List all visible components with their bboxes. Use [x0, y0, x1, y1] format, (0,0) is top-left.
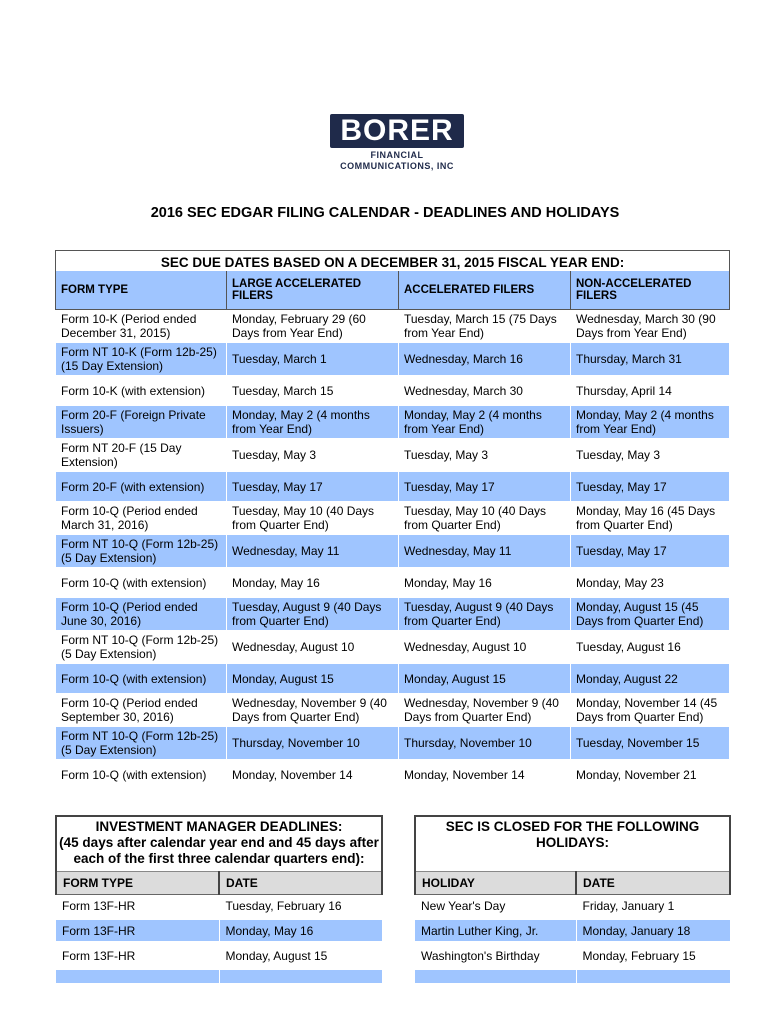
- header-accelerated: ACCELERATED FILERS: [399, 271, 571, 310]
- table-banner-row: [56, 251, 730, 272]
- table-row: [56, 694, 730, 727]
- table-header-row: [56, 271, 730, 310]
- investment-title-line1: INVESTMENT MANAGER DEADLINES:: [95, 819, 343, 834]
- table-cell: Form NT 10-K (Form 12b-25) (15 Day Extension): [56, 343, 227, 376]
- table-cell: Tuesday, August 16: [571, 631, 730, 664]
- table-cell: Thursday, March 31: [571, 343, 730, 376]
- table-row: [56, 598, 730, 631]
- table-cell: Monday, May 16: [399, 568, 571, 598]
- table-cell: Tuesday, May 17: [571, 535, 730, 568]
- table-row: [56, 664, 730, 694]
- sec-due-dates-table: [55, 250, 730, 790]
- table-row: [56, 568, 730, 598]
- table-cell: Monday, May 16: [219, 918, 382, 943]
- table-cell-empty: [56, 968, 219, 985]
- table-row: [56, 918, 382, 943]
- table-row: [415, 895, 730, 919]
- table-cell: Tuesday, May 17: [399, 472, 571, 502]
- table-cell: Form 10-Q (with extension): [56, 664, 227, 694]
- table-row: [56, 943, 382, 968]
- logo-subtitle-1: FINANCIAL: [370, 150, 424, 160]
- table-cell: Monday, May 2 (4 months from Year End): [399, 406, 571, 439]
- table-cell: Form 10-Q (Period ended June 30, 2016): [56, 598, 227, 631]
- investment-header-form-type: FORM TYPE: [56, 872, 219, 895]
- table-cell: Wednesday, August 10: [399, 631, 571, 664]
- table-cell: Form NT 10-Q (Form 12b-25) (5 Day Extension): [56, 535, 227, 568]
- table-cell: Form 20-F (with extension): [56, 472, 227, 502]
- table-row: [56, 631, 730, 664]
- table-row: [415, 918, 730, 943]
- table-cell: Tuesday, May 17: [571, 472, 730, 502]
- table-cell: Form 10-Q (with extension): [56, 568, 227, 598]
- table-cell: Wednesday, November 9 (40 Days from Quarter End): [227, 694, 399, 727]
- holidays-title-line1: SEC IS CLOSED FOR THE FOLLOWING: [445, 819, 700, 834]
- table-cell: Thursday, April 14: [571, 376, 730, 406]
- table-cell: Martin Luther King, Jr.: [415, 918, 576, 943]
- table-row: [56, 472, 730, 502]
- logo-word: BORER: [340, 114, 454, 147]
- table-cell: Tuesday, May 3: [571, 439, 730, 472]
- table-cell: Wednesday, March 30 (90 Days from Year End): [571, 310, 730, 343]
- table-cell: Wednesday, August 10: [227, 631, 399, 664]
- table-cell: Tuesday, November 15: [571, 727, 730, 760]
- table-cell-empty: [219, 968, 382, 985]
- table-row: [56, 895, 382, 919]
- holidays-title: [415, 816, 730, 872]
- table-row: [56, 343, 730, 376]
- header-large-accelerated: LARGE ACCELERATED FILERS: [227, 271, 399, 310]
- table-cell: Form 13F-HR: [56, 918, 219, 943]
- table-cell: Monday, November 14: [399, 760, 571, 790]
- table-cell: Thursday, November 10: [399, 727, 571, 760]
- investment-title-row: [56, 816, 382, 872]
- table-cell: Form 10-Q (Period ended September 30, 2016): [56, 694, 227, 727]
- table-cell: Tuesday, March 1: [227, 343, 399, 376]
- table-row: [56, 439, 730, 472]
- table-cell: Monday, November 14 (45 Days from Quarter End): [571, 694, 730, 727]
- table-cell: Tuesday, August 9 (40 Days from Quarter End): [399, 598, 571, 631]
- table-cell: Form NT 10-Q (Form 12b-25) (5 Day Extension): [56, 727, 227, 760]
- investment-header-date: DATE: [219, 872, 382, 895]
- table-cell: Monday, November 14: [227, 760, 399, 790]
- table-row: [56, 535, 730, 568]
- investment-title-line3: each of the first three calendar quarters end):: [73, 851, 365, 866]
- holidays-header-row: [415, 872, 730, 895]
- borer-logo: [330, 114, 464, 172]
- table-cell: Form 10-K (Period ended December 31, 2015): [56, 310, 227, 343]
- table-cell: Monday, May 2 (4 months from Year End): [571, 406, 730, 439]
- table-cell: Tuesday, May 3: [227, 439, 399, 472]
- table-cell: Monday, February 15: [576, 943, 730, 968]
- table-cell: Tuesday, August 9 (40 Days from Quarter End): [227, 598, 399, 631]
- table-cell: Monday, February 29 (60 Days from Year End): [227, 310, 399, 343]
- table-cell: Tuesday, February 16: [219, 895, 382, 919]
- table-cell: Wednesday, May 11: [227, 535, 399, 568]
- table-cell: Wednesday, November 9 (40 Days from Quarter End): [399, 694, 571, 727]
- holidays-header-holiday: HOLIDAY: [415, 872, 576, 895]
- table-cell: Washington's Birthday: [415, 943, 576, 968]
- table-cell: Monday, August 15: [227, 664, 399, 694]
- table-cell: Form 20-F (Foreign Private Issuers): [56, 406, 227, 439]
- logo-subtitle-2: COMMUNICATIONS, INC: [340, 161, 454, 171]
- investment-header-row: [56, 872, 382, 895]
- sec-holidays-table: [414, 815, 731, 987]
- table-cell: Friday, January 1: [576, 895, 730, 919]
- table-cell: Form NT 10-Q (Form 12b-25) (5 Day Extension): [56, 631, 227, 664]
- table-row: [56, 727, 730, 760]
- table-cell: Form 13F-HR: [56, 895, 219, 919]
- table-row: [56, 310, 730, 343]
- table-cell: Wednesday, March 16: [399, 343, 571, 376]
- table-cell: Monday, August 22: [571, 664, 730, 694]
- table-row-empty: [56, 968, 382, 985]
- holidays-title-line2: HOLIDAYS:: [536, 835, 610, 850]
- table-cell: Monday, May 23: [571, 568, 730, 598]
- table-row-empty: [415, 968, 730, 985]
- table-cell: Monday, May 2 (4 months from Year End): [227, 406, 399, 439]
- holidays-header-date: DATE: [576, 872, 730, 895]
- table-cell: New Year's Day: [415, 895, 576, 919]
- table-cell: Form 10-Q (Period ended March 31, 2016): [56, 502, 227, 535]
- table-row: [415, 943, 730, 968]
- investment-title: [56, 816, 382, 872]
- table-cell: Monday, May 16: [227, 568, 399, 598]
- holidays-title-row: [415, 816, 730, 872]
- header-non-accelerated: NON-ACCELERATED FILERS: [571, 271, 730, 310]
- table-row: [56, 502, 730, 535]
- table-cell: Thursday, November 10: [227, 727, 399, 760]
- table-cell: Monday, November 21: [571, 760, 730, 790]
- investment-title-line2: (45 days after calendar year end and 45 days after: [59, 835, 379, 850]
- header-form-type: FORM TYPE: [56, 271, 227, 310]
- table-cell: Monday, August 15 (45 Days from Quarter End): [571, 598, 730, 631]
- investment-manager-table: [55, 815, 383, 987]
- table-row: [56, 760, 730, 790]
- table-cell-empty: [576, 968, 730, 985]
- table-cell: Tuesday, March 15: [227, 376, 399, 406]
- table-cell: Monday, May 16 (45 Days from Quarter End): [571, 502, 730, 535]
- table-cell: Form 10-Q (with extension): [56, 760, 227, 790]
- table-row: [56, 376, 730, 406]
- table-cell: Form 13F-HR: [56, 943, 219, 968]
- table-cell: Form 10-K (with extension): [56, 376, 227, 406]
- table-cell: Tuesday, March 15 (75 Days from Year End): [399, 310, 571, 343]
- table-cell: Form NT 20-F (15 Day Extension): [56, 439, 227, 472]
- table-row: [56, 406, 730, 439]
- table-cell: Tuesday, May 17: [227, 472, 399, 502]
- table-cell: Wednesday, March 30: [399, 376, 571, 406]
- table-cell: Tuesday, May 10 (40 Days from Quarter End): [399, 502, 571, 535]
- table-cell: Tuesday, May 3: [399, 439, 571, 472]
- table-banner: SEC DUE DATES BASED ON A DECEMBER 31, 2015 FISCAL YEAR END:: [56, 251, 730, 272]
- table-cell: Wednesday, May 11: [399, 535, 571, 568]
- document-title: 2016 SEC EDGAR FILING CALENDAR - DEADLINES AND HOLIDAYS: [150, 205, 620, 221]
- table-cell-empty: [415, 968, 576, 985]
- table-cell: Monday, August 15: [399, 664, 571, 694]
- table-cell: Monday, January 18: [576, 918, 730, 943]
- table-cell: Tuesday, May 10 (40 Days from Quarter End): [227, 502, 399, 535]
- table-cell: Monday, August 15: [219, 943, 382, 968]
